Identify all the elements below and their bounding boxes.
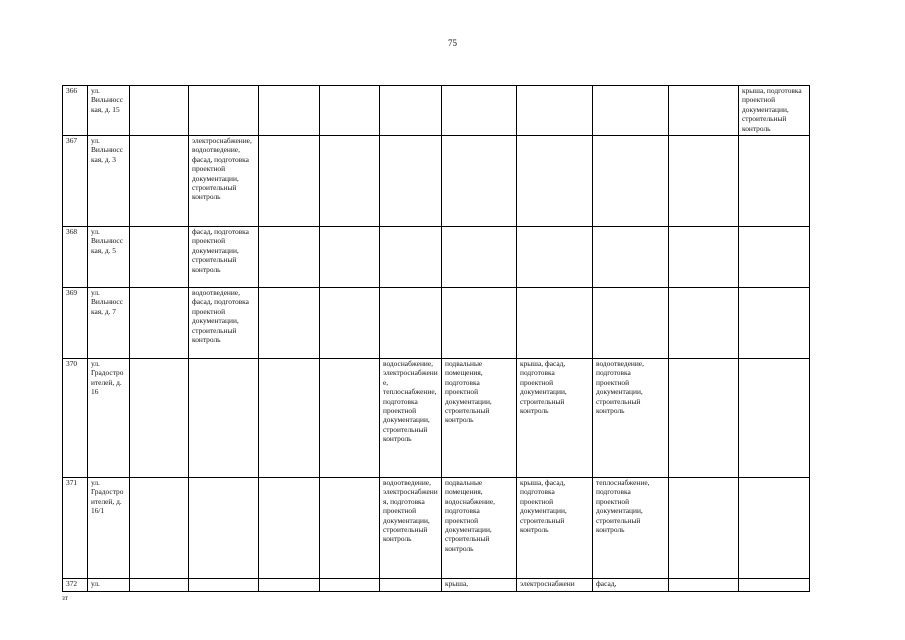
empty-cell — [669, 227, 739, 288]
empty-cell — [320, 478, 380, 579]
empty-cell — [320, 359, 380, 478]
work-cell — [517, 227, 593, 288]
empty-cell — [259, 579, 320, 592]
empty-cell — [130, 86, 189, 136]
work-cell — [739, 227, 810, 288]
work-cell — [442, 86, 517, 136]
address-cell: ул. Вильнюсская, д. 5 — [88, 227, 130, 288]
work-cell: крыша, фасад, подготовка проектной документации, строительный контроль — [517, 478, 593, 579]
empty-cell — [259, 136, 320, 227]
work-cell — [739, 288, 810, 359]
empty-cell — [130, 288, 189, 359]
row-number-cell: 372 — [63, 579, 88, 592]
footer-mark: зт — [62, 594, 68, 602]
work-cell — [189, 86, 259, 136]
work-cell — [189, 579, 259, 592]
empty-cell — [320, 288, 380, 359]
work-cell: теплоснабжение, подготовка проектной документации, строительный контроль — [593, 478, 669, 579]
empty-cell — [259, 478, 320, 579]
table-row — [63, 227, 810, 288]
repair-schedule-table — [62, 85, 810, 592]
address-cell: ул. Градостроителей, д. 16/1 — [88, 478, 130, 579]
empty-cell — [669, 288, 739, 359]
empty-cell — [130, 136, 189, 227]
table-row — [63, 86, 810, 136]
address-cell: ул. — [88, 579, 130, 592]
work-cell — [593, 288, 669, 359]
row-number-cell: 368 — [63, 227, 88, 288]
empty-cell — [669, 136, 739, 227]
empty-cell — [130, 478, 189, 579]
work-cell — [442, 136, 517, 227]
empty-cell — [130, 359, 189, 478]
work-cell — [517, 136, 593, 227]
row-number-cell: 369 — [63, 288, 88, 359]
row-number-cell: 367 — [63, 136, 88, 227]
page-number: 75 — [448, 38, 457, 48]
work-cell: подвальные помещения, подготовка проектной документации, строительный контроль — [442, 359, 517, 478]
row-number-cell: 370 — [63, 359, 88, 478]
work-cell: водоотведение, электроснабжения, подготовка проектной документации, строительный контроль — [380, 478, 442, 579]
work-cell: водоотведение, подготовка проектной документации, строительный контроль — [593, 359, 669, 478]
work-cell — [380, 227, 442, 288]
empty-cell — [259, 288, 320, 359]
table-row — [63, 478, 810, 579]
work-cell — [442, 288, 517, 359]
work-cell — [739, 478, 810, 579]
work-cell: фасад, подготовка проектной документации, строительный контроль — [189, 227, 259, 288]
work-cell — [517, 86, 593, 136]
table-row — [63, 288, 810, 359]
table-row — [63, 359, 810, 478]
work-cell — [593, 136, 669, 227]
work-cell — [739, 136, 810, 227]
empty-cell — [130, 579, 189, 592]
work-cell — [380, 86, 442, 136]
empty-cell — [669, 579, 739, 592]
work-cell — [380, 579, 442, 592]
empty-cell — [259, 359, 320, 478]
work-cell: крыша, подготовка проектной документации, строительный контроль — [739, 86, 810, 136]
table-row — [63, 136, 810, 227]
work-cell — [442, 227, 517, 288]
empty-cell — [259, 86, 320, 136]
work-cell: электроснабжени — [517, 579, 593, 592]
empty-cell — [669, 359, 739, 478]
work-cell — [593, 86, 669, 136]
empty-cell — [130, 227, 189, 288]
work-cell — [380, 136, 442, 227]
table-row — [63, 579, 810, 592]
work-cell: крыша, — [442, 579, 517, 592]
work-cell — [380, 288, 442, 359]
work-cell: крыша, фасад, подготовка проектной документации, строительный контроль — [517, 359, 593, 478]
work-cell — [739, 579, 810, 592]
work-cell — [593, 227, 669, 288]
address-cell: ул. Вильнюсская, д. 3 — [88, 136, 130, 227]
work-cell — [189, 359, 259, 478]
row-number-cell: 366 — [63, 86, 88, 136]
work-cell: фасад, — [593, 579, 669, 592]
work-cell: водоотведение, фасад, подготовка проектной документации, строительный контроль — [189, 288, 259, 359]
empty-cell — [320, 579, 380, 592]
address-cell: ул. Вильнюсская, д. 15 — [88, 86, 130, 136]
work-cell: водоснабжение, электроснабжение, теплоснабжение, подготовка проектной документации, строительный контроль — [380, 359, 442, 478]
empty-cell — [320, 136, 380, 227]
empty-cell — [259, 227, 320, 288]
work-cell: электроснабжение, водоотведение, фасад, подготовка проектной документации, строительный контроль — [189, 136, 259, 227]
row-number-cell: 371 — [63, 478, 88, 579]
address-cell: ул. Вильнюсская, д. 7 — [88, 288, 130, 359]
work-cell — [739, 359, 810, 478]
work-cell: подвальные помещения, водоснабжение, подготовка проектной документации, строительный контроль — [442, 478, 517, 579]
empty-cell — [320, 86, 380, 136]
empty-cell — [669, 478, 739, 579]
empty-cell — [320, 227, 380, 288]
empty-cell — [669, 86, 739, 136]
address-cell: ул. Градостроителей, д. 16 — [88, 359, 130, 478]
work-cell — [517, 288, 593, 359]
work-cell — [189, 478, 259, 579]
